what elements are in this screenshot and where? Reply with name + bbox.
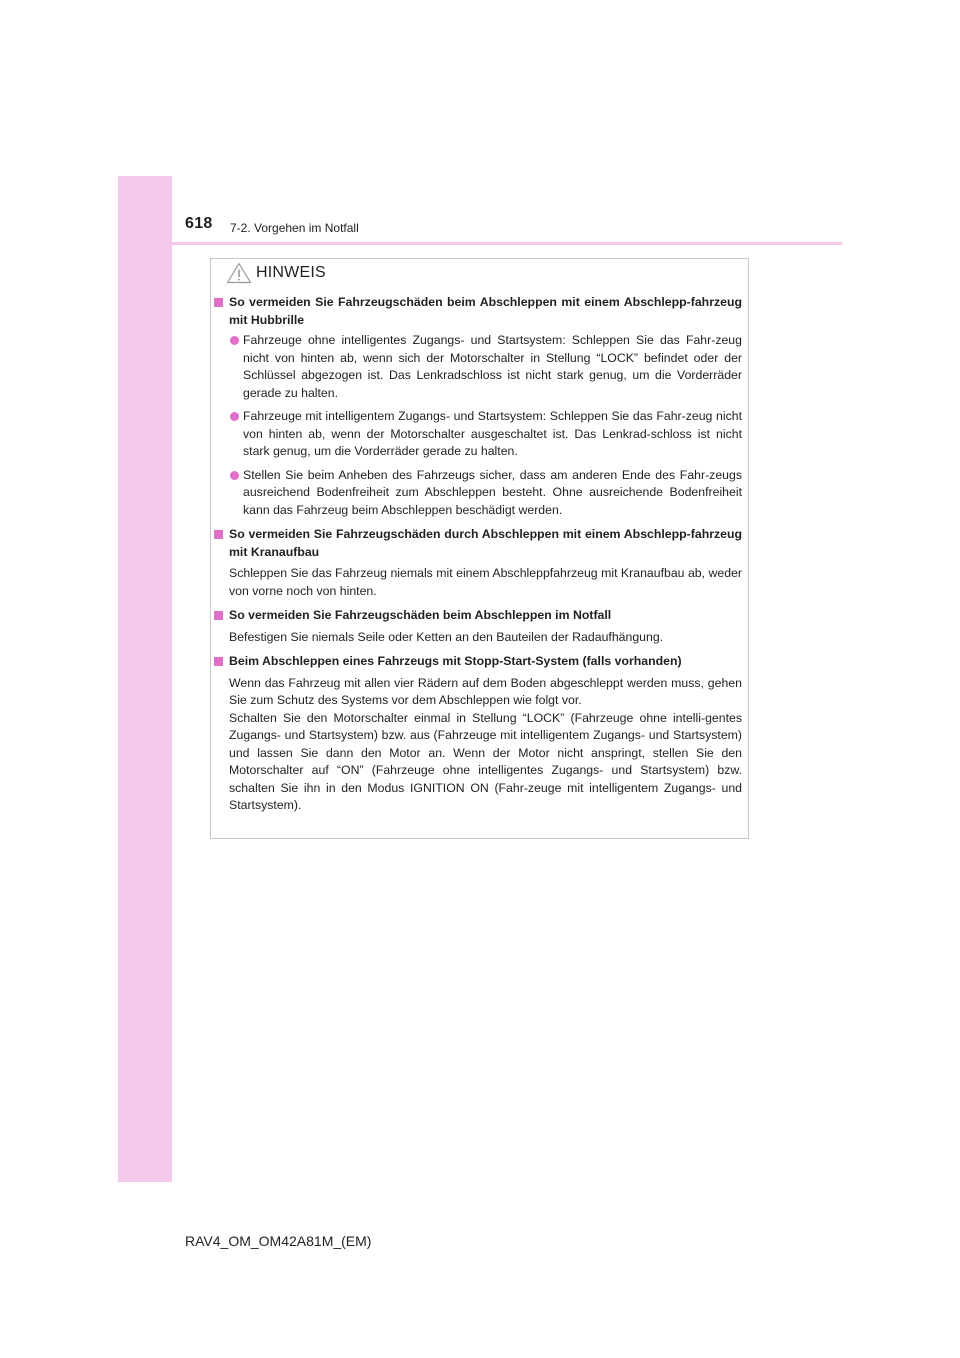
warning-triangle-icon (226, 262, 252, 284)
bullet-text: Fahrzeuge mit intelligentem Zugangs- und Startsystem: Schleppen Sie das Fahr-zeug nicht von hinten ab, wenn der Motorschalter ausgeschaltet ist. Das Lenkrad-schloss ist nicht stark genug, um die Vorderräder gerade zu halten. (243, 409, 742, 458)
topic-paragraph: Wenn das Fahrzeug mit allen vier Rädern auf dem Boden abgeschleppt werden muss, gehen Sie zum Schutz des Systems vor dem Abschleppen wie folgt vor. (229, 675, 742, 707)
notice-body (214, 294, 742, 822)
topic-title: Beim Abschleppen eines Fahrzeugs mit Stopp-Start-System (falls vorhanden) (229, 654, 682, 668)
square-bullet-icon (214, 657, 223, 666)
bullet-text: Stellen Sie beim Anheben des Fahrzeugs sicher, dass am anderen Ende des Fahr-zeugs ausreichend Bodenfreiheit zum Abschleppen besteht. Ohne ausreichende Bodenfreiheit kann das Fahrzeug beim Abschleppen beschädigt werden. (243, 467, 742, 517)
bullet-text: Fahrzeuge ohne intelligentes Zugangs- und Startsystem: Schleppen Sie das Fahr-zeug nicht von hinten ab, wenn sich der Motorschalter in Stellung “LOCK” befindet oder der Schlüssel abgezogen ist. Das Lenkradschloss ist nicht stark genug, um die Vorderräder gerade zu halten. (243, 333, 742, 400)
bullet-item (214, 408, 742, 461)
notice-title: HINWEIS (256, 264, 326, 281)
square-bullet-icon (214, 298, 223, 307)
topic (214, 653, 742, 815)
circle-bullet-icon (230, 471, 239, 480)
circle-bullet-icon (230, 336, 239, 345)
bullet-item (214, 332, 742, 402)
topic (214, 607, 742, 646)
square-bullet-icon (214, 611, 223, 620)
topic-paragraph: Schleppen Sie das Fahrzeug niemals mit einem Abschleppfahrzeug mit Kranaufbau ab, weder von vorne noch von hinten. (229, 566, 742, 598)
section-title: 7-2. Vorgehen im Notfall (230, 221, 359, 235)
page-number: 618 (185, 215, 213, 232)
topic-title: So vermeiden Sie Fahrzeugschäden durch Abschleppen mit einem Abschlepp-fahrzeug mit Kranaufbau (229, 527, 742, 559)
square-bullet-icon (214, 530, 223, 539)
document-code: RAV4_OM_OM42A81M_(EM) (185, 1233, 372, 1249)
header-rule (118, 242, 842, 245)
topic-title: So vermeiden Sie Fahrzeugschäden beim Abschleppen mit einem Abschlepp-fahrzeug mit Hubbrille (229, 295, 742, 327)
topic (214, 526, 742, 600)
topic (214, 294, 742, 519)
circle-bullet-icon (230, 412, 239, 421)
notice-header (226, 262, 326, 284)
topic-paragraph: Schalten Sie den Motorschalter einmal in Stellung “LOCK” (Fahrzeuge ohne intelli-gentes Zugangs- und Startsystem) bzw. aus (Fahrzeuge mit intelligentem Zugangs- und Startsystem) und lassen Sie dann den Motor an. Wenn der Motor nicht anspringt, stellen Sie den Motorschalter auf “ON” (Fahrzeuge ohne intelligentes Zugangs- und Startsystem) bzw. schalten Sie ihn in den Modus IGNITION ON (Fahr-zeuge mit intelligentem Zugangs- und Startsystem). (229, 710, 742, 812)
topic-paragraph: Befestigen Sie niemals Seile oder Ketten an den Bauteilen der Radaufhängung. (229, 629, 664, 644)
topic-title: So vermeiden Sie Fahrzeugschäden beim Abschleppen im Notfall (229, 608, 612, 622)
bullet-item (214, 467, 742, 520)
side-margin-band (118, 176, 172, 1182)
